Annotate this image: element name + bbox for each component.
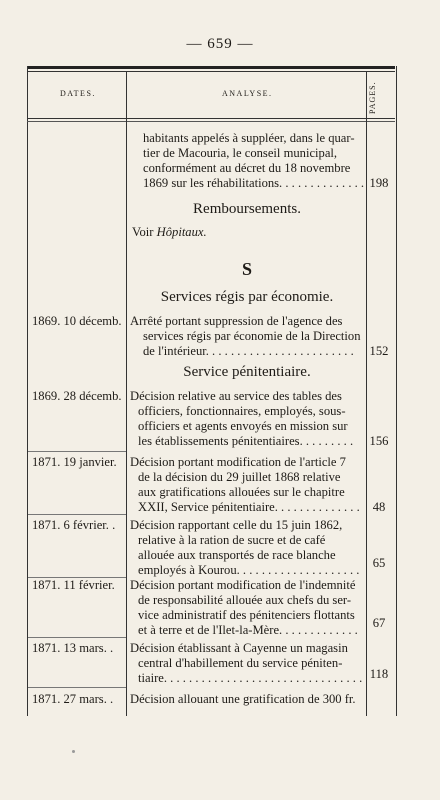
paper-speck [72, 750, 75, 753]
entry-date: 1871. 19 janvier. [32, 455, 117, 469]
page-ref: 156 [369, 434, 389, 448]
entry-line: employés à Kourou. . . . . . . . . . . . . . . . . . . . [138, 563, 360, 577]
entry-line: vice administratif des pénitenciers flottants [138, 608, 355, 622]
entry-line: allouée aux transportés de race blanche [138, 548, 336, 562]
page-ref: 198 [369, 176, 389, 190]
entry-line: et à terre et de l'Ilet-la-Mère. . . . . . . . . . . . . [138, 623, 358, 637]
entry-line: aux gratifications allouées sur le chapitre [138, 485, 345, 499]
column-header-pages: PAGES. [368, 81, 377, 115]
page-number: — 659 — [186, 36, 254, 52]
letter-heading: S [241, 259, 252, 279]
entry-date: 1871. 13 mars. . [32, 641, 114, 655]
entry-line: Décision portant modification de l'article 7 [130, 455, 346, 469]
entry-separator [28, 637, 126, 638]
entry-date: 1869. 10 décemb. [32, 314, 122, 328]
entry-line: tiaire. . . . . . . . . . . . . . . . . . . . . . . . . . . . . . . . [138, 671, 363, 685]
entry-line: officiers, fonctionnaires, employés, sous- [138, 404, 346, 418]
entry-separator [28, 687, 126, 688]
see-also-target: Hôpitaux. [156, 225, 207, 239]
continuation-line: 1869 sur les réhabilitations. . . . . . . . . . . . . . [143, 176, 365, 190]
column-header-dates: DATES. [60, 89, 96, 98]
entry-line: central d'habillement du service péniten- [138, 656, 343, 670]
entry-line: de responsabilité allouée aux chefs du ser- [138, 593, 352, 607]
entry-line: relative à la ration de sucre et de café [138, 533, 326, 547]
continuation-line: tier de Macouria, le conseil municipal, [143, 146, 338, 160]
entry-separator [28, 514, 126, 515]
entry-line: XXII, Service pénitentiaire. . . . . . . . . . . . . . [138, 500, 360, 514]
entry-date: 1869. 28 décemb. [32, 389, 122, 403]
page-ref: 48 [372, 500, 386, 514]
entry-line: de l'intérieur. . . . . . . . . . . . . . . . . . . . . . . . [143, 344, 354, 358]
entry-date: 1871. 6 février. . [32, 518, 116, 532]
entry-line: Arrêté portant suppression de l'agence des [130, 314, 343, 328]
entry-line: services régis par économie de la Direction [143, 329, 361, 343]
header-bottom-rule-thin [27, 121, 395, 122]
entry-line: de la décision du 29 juillet 1868 relative [138, 470, 341, 484]
entry-date: 1871. 11 février. [32, 578, 115, 592]
column-divider-dates [126, 71, 127, 716]
page-ref: 152 [369, 344, 389, 358]
see-also-prefix: Voir [132, 225, 154, 239]
entry-line: Décision relative au service des tables des [130, 389, 342, 403]
entry-line: officiers et agents envoyés en mission sur [138, 419, 348, 433]
page-ref: 67 [372, 616, 386, 630]
entry-line: Décision rapportant celle du 15 juin 1862, [130, 518, 343, 532]
entry-line: Décision établissant à Cayenne un magasin [130, 641, 348, 655]
header-bottom-rule [27, 118, 395, 119]
column-header-analyse: ANALYSE. [222, 89, 273, 98]
entry-date: 1871. 27 mars. . [32, 692, 114, 706]
section-heading-remboursements: Remboursements. [193, 201, 301, 217]
see-also-reference [132, 225, 207, 240]
continuation-line: habitants appelés à suppléer, dans le quar- [143, 131, 355, 145]
entry-line: Décision portant modification de l'indemnité [130, 578, 356, 592]
entry-separator [28, 451, 126, 452]
entry-line: les établissements pénitentiaires. . . . . . . . . [138, 434, 354, 448]
page-ref: 118 [369, 667, 389, 681]
section-heading-service-penitentiaire: Service pénitentiaire. [183, 364, 311, 380]
entry-line: Décision allouant une gratification de 300 fr. [130, 692, 356, 706]
section-heading-services-regis: Services régis par économie. [160, 289, 334, 305]
continuation-line: conformément au décret du 18 novembre [143, 161, 351, 175]
page-ref: 65 [372, 556, 386, 570]
